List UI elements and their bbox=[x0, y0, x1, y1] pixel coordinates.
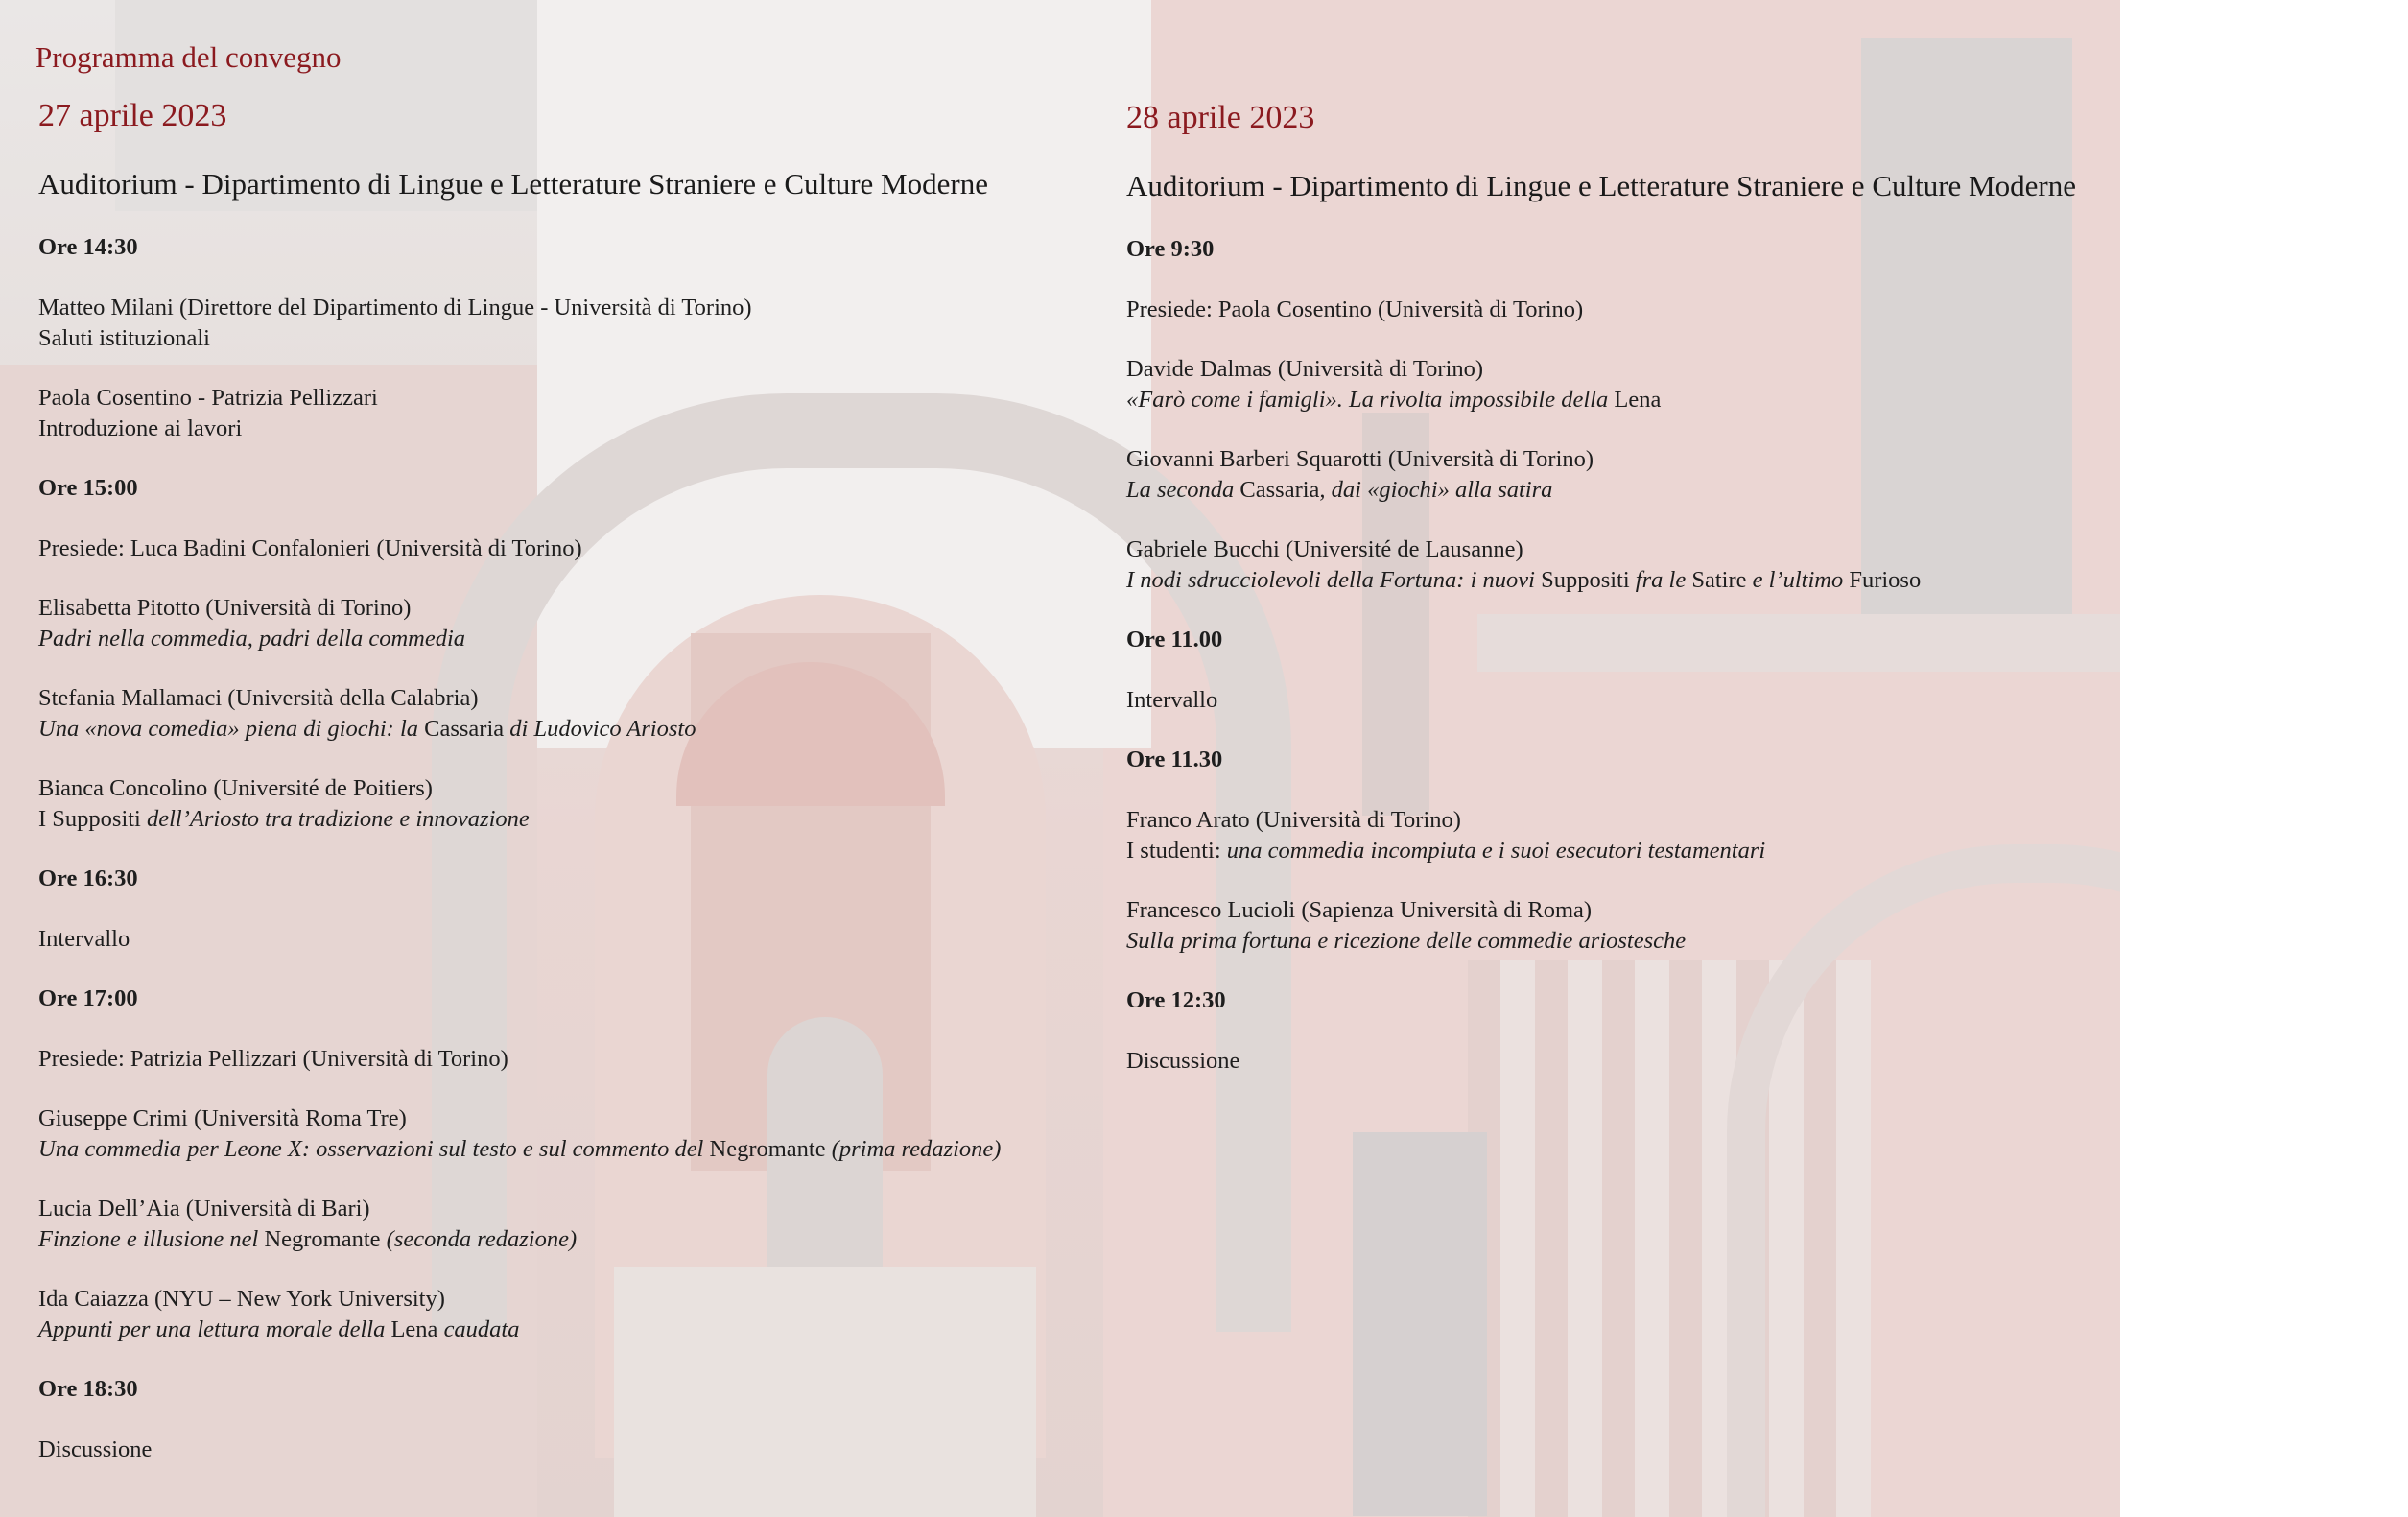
day2-time-0930: Ore 9:30 bbox=[1126, 236, 1215, 262]
blank-margin bbox=[2120, 0, 2408, 1517]
day1-talk-mallamaci: Stefania Mallamaci (Università della Calabria) Una «nova comedia» piena di giochi: la Cassaria di Ludovico Ariosto bbox=[38, 685, 696, 742]
day2-talk-barberi: Giovanni Barberi Squarotti (Università di Torino) La seconda Cassaria, dai «giochi» alla satira bbox=[1126, 446, 1594, 503]
day2-break: Intervallo bbox=[1126, 687, 1218, 713]
day1-break: Intervallo bbox=[38, 926, 130, 952]
day1-venue: Auditorium - Dipartimento di Lingue e Letterature Straniere e Culture Moderne bbox=[38, 167, 988, 201]
day1-chair-badini: Presiede: Luca Badini Confalonieri (Università di Torino) bbox=[38, 535, 582, 561]
day1-time-1500: Ore 15:00 bbox=[38, 475, 138, 501]
day1-talk-crimi: Giuseppe Crimi (Università Roma Tre) Una commedia per Leone X: osservazioni sul testo e sul commento del Negromante (prima redazione) bbox=[38, 1105, 1002, 1162]
day1-speaker-milani: Matteo Milani (Direttore del Dipartimento di Lingue - Università di Torino) Saluti istituzionali bbox=[38, 295, 752, 351]
day2-talk-lucioli: Francesco Lucioli (Sapienza Università di Roma) Sulla prima fortuna e ricezione delle commedie ariostesche bbox=[1126, 897, 1687, 954]
day1-talk-caiazza: Ida Caiazza (NYU – New York University) Appunti per una lettura morale della Lena caudata bbox=[38, 1286, 520, 1342]
day2-date: 28 aprile 2023 bbox=[1126, 100, 1315, 135]
day1-talk-pitotto: Elisabetta Pitotto (Università di Torino) Padri nella commedia, padri della commedia bbox=[38, 595, 466, 652]
program-title: Programma del convegno bbox=[35, 40, 342, 74]
day2-chair-cosentino: Presiede: Paola Cosentino (Università di Torino) bbox=[1126, 296, 1584, 322]
day2-talk-dalmas: Davide Dalmas (Università di Torino) «Farò come i famigli». La rivolta impossibile della Lena bbox=[1126, 356, 1662, 413]
day2-talk-arato: Franco Arato (Università di Torino) I studenti: una commedia incompiuta e i suoi esecutori testamentari bbox=[1126, 807, 1766, 864]
day2-discussion: Discussione bbox=[1126, 1048, 1240, 1074]
day1-time-1700: Ore 17:00 bbox=[38, 985, 138, 1011]
day1-speaker-intro: Paola Cosentino - Patrizia Pellizzari Introduzione ai lavori bbox=[38, 385, 378, 441]
day2-time-1100: Ore 11.00 bbox=[1126, 627, 1223, 652]
day1-chair-pellizzari: Presiede: Patrizia Pellizzari (Università di Torino) bbox=[38, 1046, 508, 1072]
day1-discussion: Discussione bbox=[38, 1436, 153, 1462]
day1-time-1430: Ore 14:30 bbox=[38, 234, 138, 260]
day1-time-1830: Ore 18:30 bbox=[38, 1376, 138, 1402]
day1-talk-dellaia: Lucia Dell’Aia (Università di Bari) Finzione e illusione nel Negromante (seconda redazione) bbox=[38, 1196, 578, 1252]
day2-time-1130: Ore 11.30 bbox=[1126, 747, 1223, 772]
day2-venue: Auditorium - Dipartimento di Lingue e Letterature Straniere e Culture Moderne bbox=[1126, 169, 2076, 202]
day2-talk-bucchi: Gabriele Bucchi (Université de Lausanne) I nodi sdrucciolevoli della Fortuna: i nuovi Suppositi fra le Satire e l’ultimo Furioso bbox=[1126, 536, 1922, 593]
day1-talk-concolino: Bianca Concolino (Université de Poitiers) I Suppositi dell’Ariosto tra tradizione e innovazione bbox=[38, 775, 530, 832]
day1-time-1630: Ore 16:30 bbox=[38, 865, 138, 891]
day1-date: 27 aprile 2023 bbox=[38, 98, 227, 133]
day2-time-1230: Ore 12:30 bbox=[1126, 987, 1226, 1013]
